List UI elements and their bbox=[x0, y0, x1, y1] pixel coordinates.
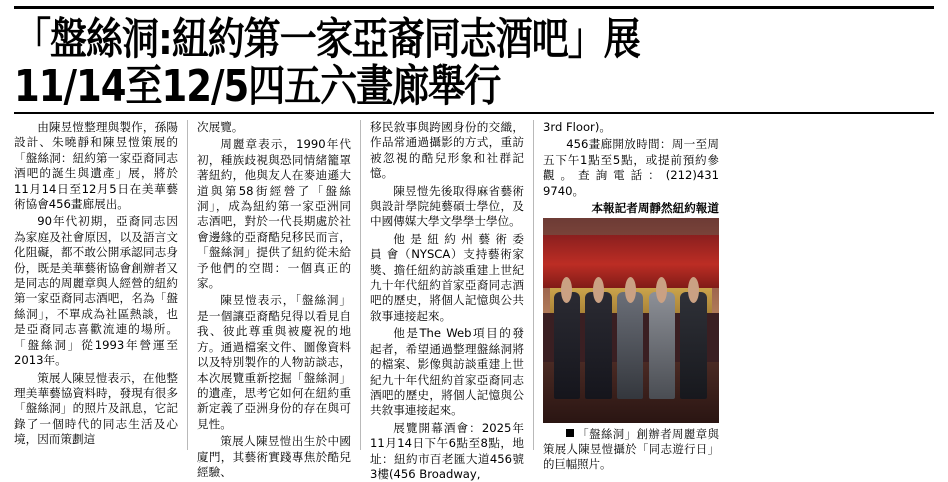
paragraph: 次展覽。 bbox=[197, 120, 244, 134]
byline: 本報記者周靜然紐約報道 bbox=[591, 201, 719, 216]
photo-figure-head bbox=[688, 277, 699, 303]
article-column-2 bbox=[187, 120, 360, 479]
headline-line-1: 「盤絲洞:紐約第一家亞裔同志酒吧」展 bbox=[14, 13, 640, 65]
article-column-3 bbox=[360, 120, 533, 481]
photo-figure bbox=[585, 292, 611, 399]
photo-caption-text: 「盤絲洞」創辦者周麗章與策展人陳昱愷攝於「同志遊行日」的巨幅照片。 bbox=[543, 427, 719, 472]
photo-figure bbox=[649, 292, 675, 399]
photo-figure-head bbox=[593, 277, 604, 303]
article-column-1 bbox=[14, 120, 187, 450]
paragraph: 展覽開幕酒會：2025年11月14日下午6點至8點，地址：紐約市百老匯大道456號3樓(456 Broadway, bbox=[370, 420, 524, 481]
paragraph: 周麗章表示，1990年代初，種族歧視與恐同情緒籠罩著紐約，他與友人在麥迪遜大道與第58街經營了「盤絲洞」，成為紐約第一家亞洲同志酒吧，對於一代長期處於社會邊緣的亞裔酷兒移民而言，「盤絲洞」提供了紐約從未給予他們的空間：一個真正的家。 bbox=[197, 137, 351, 291]
photo-figure-head bbox=[561, 277, 572, 303]
photo-figure bbox=[617, 292, 643, 399]
photo-figure bbox=[680, 292, 706, 399]
photo-figure-head bbox=[625, 277, 636, 303]
photo-caption bbox=[543, 427, 719, 471]
photo-figure bbox=[554, 292, 580, 399]
paragraph: 策展人陳昱愷出生於中國廈門，其藝術實踐專焦於酷兒經驗、 bbox=[197, 434, 351, 479]
article-body bbox=[14, 120, 934, 481]
page-title bbox=[14, 13, 934, 112]
paragraph: 移民敘事與跨國身份的交織，作品常通過攝影的方式，重訪被忽視的酷兒形象和社群記憶。 bbox=[370, 120, 524, 181]
top-divider bbox=[14, 6, 934, 9]
paragraph: 策展人陳昱愷表示，在他整理美華藝協資料時，發現有很多「盤絲洞」的照片及訊息，它記錄了一個時代的同志生活及心境，因而策劃這 bbox=[14, 370, 178, 447]
paragraph: 456畫廊開放時間：周一至周五下午1點至5點，或提前預約參觀。查詢電話：(212)431 9740。 bbox=[543, 137, 719, 198]
square-bullet-icon bbox=[566, 429, 574, 437]
article-photo bbox=[543, 218, 719, 423]
paragraph: 他 是 紐 約 州 藝 術 委 員 會（NYSCA）支持藝術家獎、擔任紐約訪談重建上世紀九十年代紐約首家亞裔同志酒吧的歷史，將個人記憶與公共敘事連接起來。 bbox=[370, 231, 524, 323]
paragraph: 他是The Web項目的發起者，希望通過整理盤絲洞將的檔案、影像與訪談重建上世紀九十年代紐約首家亞裔同志酒吧的歷史，將個人記憶與公共敘事連接起來。 bbox=[370, 326, 524, 418]
paragraph: 陳昱愷表示，「盤絲洞」是一個讓亞裔酷兒得以看見自我、彼此尊重與被慶祝的地方。通過檔案文件、圖像資料以及特別製作的人物訪談志，本次展覽重新挖掘「盤絲洞」的遺產，思考它如何在紐約重新定義了亞洲身份的存在與可見性。 bbox=[197, 293, 351, 431]
photo-figure-head bbox=[656, 277, 667, 303]
paragraph: 由陳昱愷整理與製作，孫陽設計、朱曉靜和陳昱愷策展的「盤絲洞：紐約第一家亞裔同志酒吧的誕生與遺產」展，將於11月14日至12月5日在美華藝術協會456畫廊展出。 bbox=[14, 120, 178, 212]
headline-divider bbox=[14, 112, 934, 114]
paragraph: 陳昱愷先後取得麻省藝術與設計學院純藝碩士學位，及中國傳媒大學文學學士學位。 bbox=[370, 183, 524, 229]
article-column-4 bbox=[533, 120, 719, 472]
paragraph: 90年代初期，亞裔同志因為家庭及社會原因，以及語言文化阻礙，都不敢公開承認同志身份，既是美華藝術協會創辦者又是同志的周麗章與人經營的紐約第一家亞裔同志酒吧，名為「盤絲洞」，不單成為社區熱談，也是亞裔同志喜歡流連的場所。「盤絲洞」從1993年營運至2013年。 bbox=[14, 214, 178, 368]
paragraph: 3rd Floor)。 bbox=[543, 120, 611, 134]
headline-line-2: 11/14至12/5四五六畫廊舉行 bbox=[14, 60, 501, 112]
